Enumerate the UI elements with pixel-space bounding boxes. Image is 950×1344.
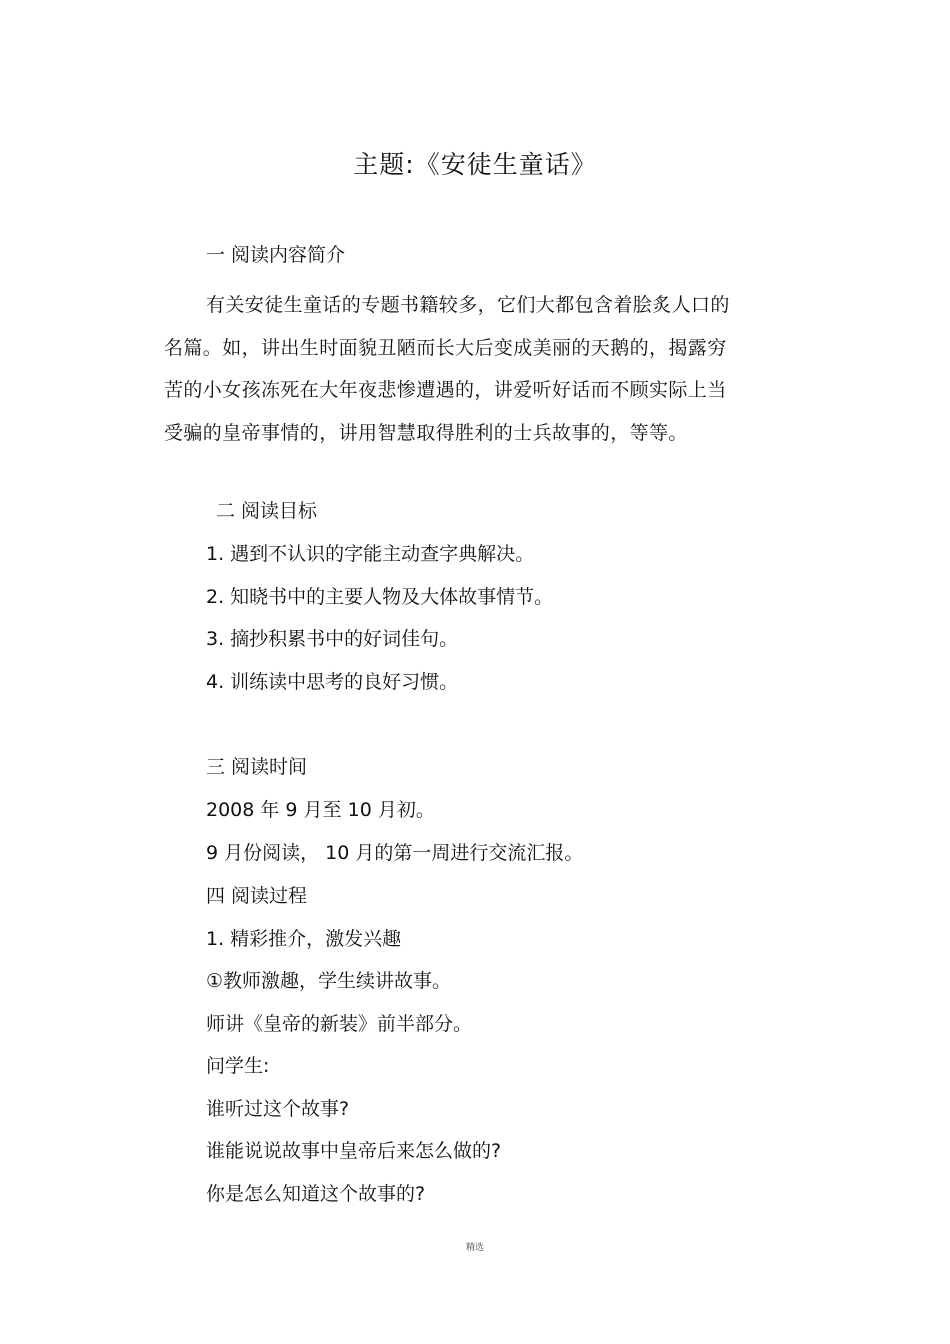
goal-item: 2. 知晓书中的主要人物及大体故事情节。 xyxy=(206,586,554,608)
goal-item: 4. 训练读中思考的良好习惯。 xyxy=(206,671,459,693)
section-heading-goals: 二 阅读目标 xyxy=(216,500,318,522)
process-line: 你是怎么知道这个故事的? xyxy=(206,1183,426,1205)
process-line: 谁听过这个故事? xyxy=(206,1098,350,1120)
goal-item: 1. 遇到不认识的字能主动查字典解决。 xyxy=(206,543,535,565)
goal-item: 3. 摘抄积累书中的好词佳句。 xyxy=(206,628,459,650)
process-line: 1. 精彩推介，激发兴趣 xyxy=(206,928,402,950)
intro-paragraph: 有关安徒生童话的专题书籍较多，它们大都包含着脍炙人口的名篇。如，讲出生时面貌丑陋而长大后变成美丽的天鹅的，揭露穷苦的小女孩冻死在大年夜悲惨遭遇的，讲爱听好话而不顾实际上当受骗的皇帝事情的，讲用智慧取得胜利的士兵故事的，等等。 xyxy=(164,294,730,444)
process-line: 师讲《皇帝的新装》前半部分。 xyxy=(206,1013,473,1035)
page-title: 主题:《安徒生童话》 xyxy=(353,150,597,179)
time-line: 2008 年 9 月至 10 月初。 xyxy=(206,799,435,821)
section-heading-time: 三 阅读时间 xyxy=(206,756,308,778)
process-line: 谁能说说故事中皇帝后来怎么做的? xyxy=(206,1140,502,1162)
time-line: 9 月份阅读， 10 月的第一周进行交流汇报。 xyxy=(206,842,584,864)
section-heading-intro: 一 阅读内容简介 xyxy=(206,244,346,266)
process-line: ①教师激趣，学生续讲故事。 xyxy=(206,970,452,992)
page-footer: 精选 xyxy=(465,1243,484,1253)
process-line: 问学生: xyxy=(206,1055,270,1077)
section-heading-process: 四 阅读过程 xyxy=(206,885,308,907)
